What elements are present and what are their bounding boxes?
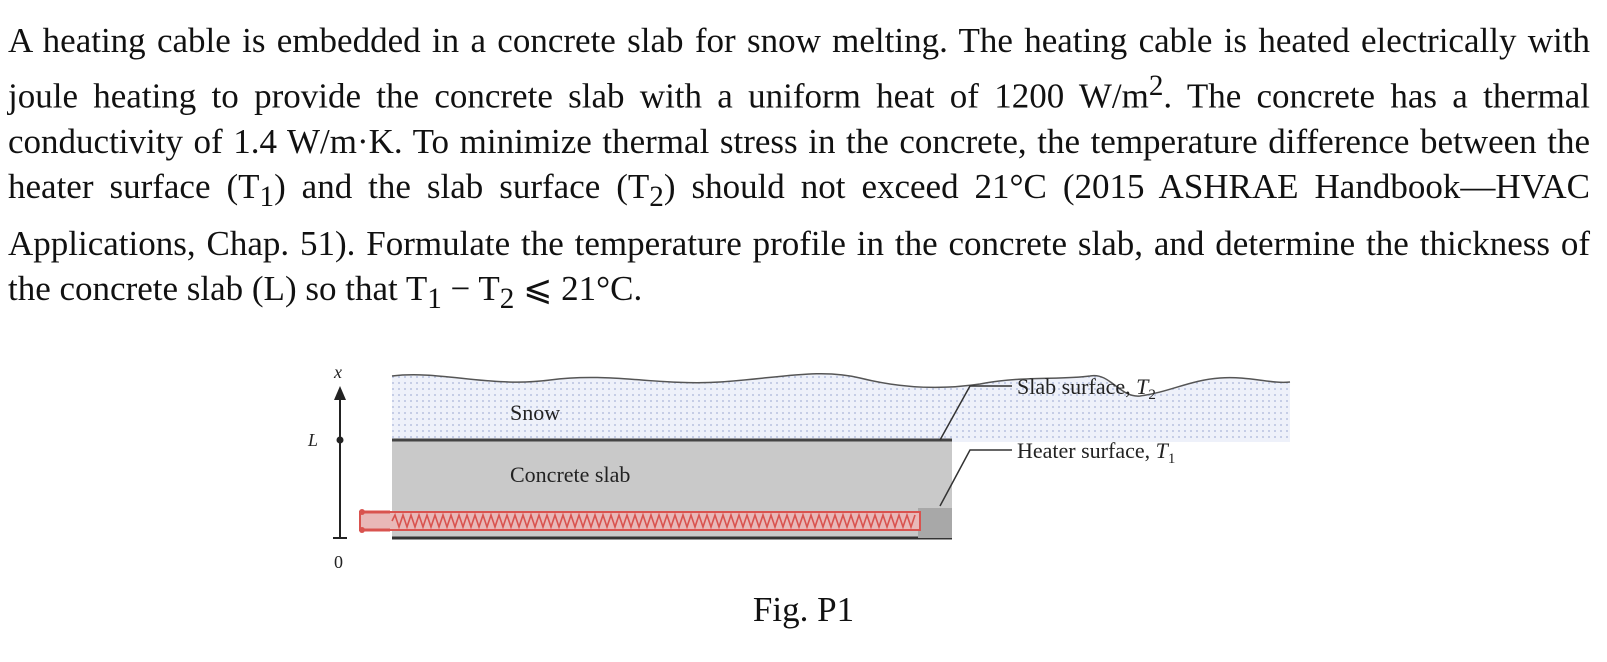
subscript-1: 1 <box>259 181 275 214</box>
zero-label: 0 <box>334 552 343 572</box>
L-label: L <box>308 430 319 450</box>
L-marker-dot <box>337 437 344 444</box>
problem-text-6: ⩽ 21°C. <box>514 269 643 309</box>
cable-lead-end-bottom <box>359 527 365 533</box>
heater-surface-label: Heater surface, $T_1$ <box>1017 438 1176 467</box>
slab-surface-label: Slab surface, $T_2$ <box>1017 374 1156 403</box>
problem-text-1: A heating cable is embedded in a concrete slab for snow melting. The heating cable is heated electrically with joule heating to provide the concrete slab with a uniform heat of 1200 W/m <box>8 21 1590 116</box>
figure-caption: Fig. P1 <box>752 590 855 629</box>
slab-end-block <box>918 508 952 538</box>
slab-figure <box>300 362 1300 572</box>
heating-cable-channel <box>360 512 920 530</box>
problem-text-4: ) should not exceed 21°C (2015 ASHRAE Handbook—HVAC Applications, Chap. 51). Formulate the temperature profile in the concrete slab, and determine the thickness of the concrete slab (L) so that T <box>8 167 1590 309</box>
problem-text-3: ) and the slab surface (T <box>274 167 650 207</box>
cable-lead-end-top <box>359 509 365 515</box>
concrete-label: Concrete slab <box>510 462 631 487</box>
x-axis-arrow <box>334 386 346 400</box>
snow-label: Snow <box>510 400 561 425</box>
superscript-2: 2 <box>1148 69 1164 102</box>
subscript-2: 2 <box>649 181 664 214</box>
problem-text-2: . The concrete has a thermal conductivity of 1.4 W/m·K. To minimize thermal stress in the concrete, the temperature difference between the heater surface (T <box>8 76 1590 207</box>
subscript-3: 1 <box>427 283 442 316</box>
problem-text-5: − T <box>441 269 500 309</box>
subscript-4: 2 <box>499 283 515 316</box>
problem-statement <box>8 18 1590 323</box>
x-axis-label: x <box>334 362 342 382</box>
slab-diagram <box>300 362 1300 572</box>
